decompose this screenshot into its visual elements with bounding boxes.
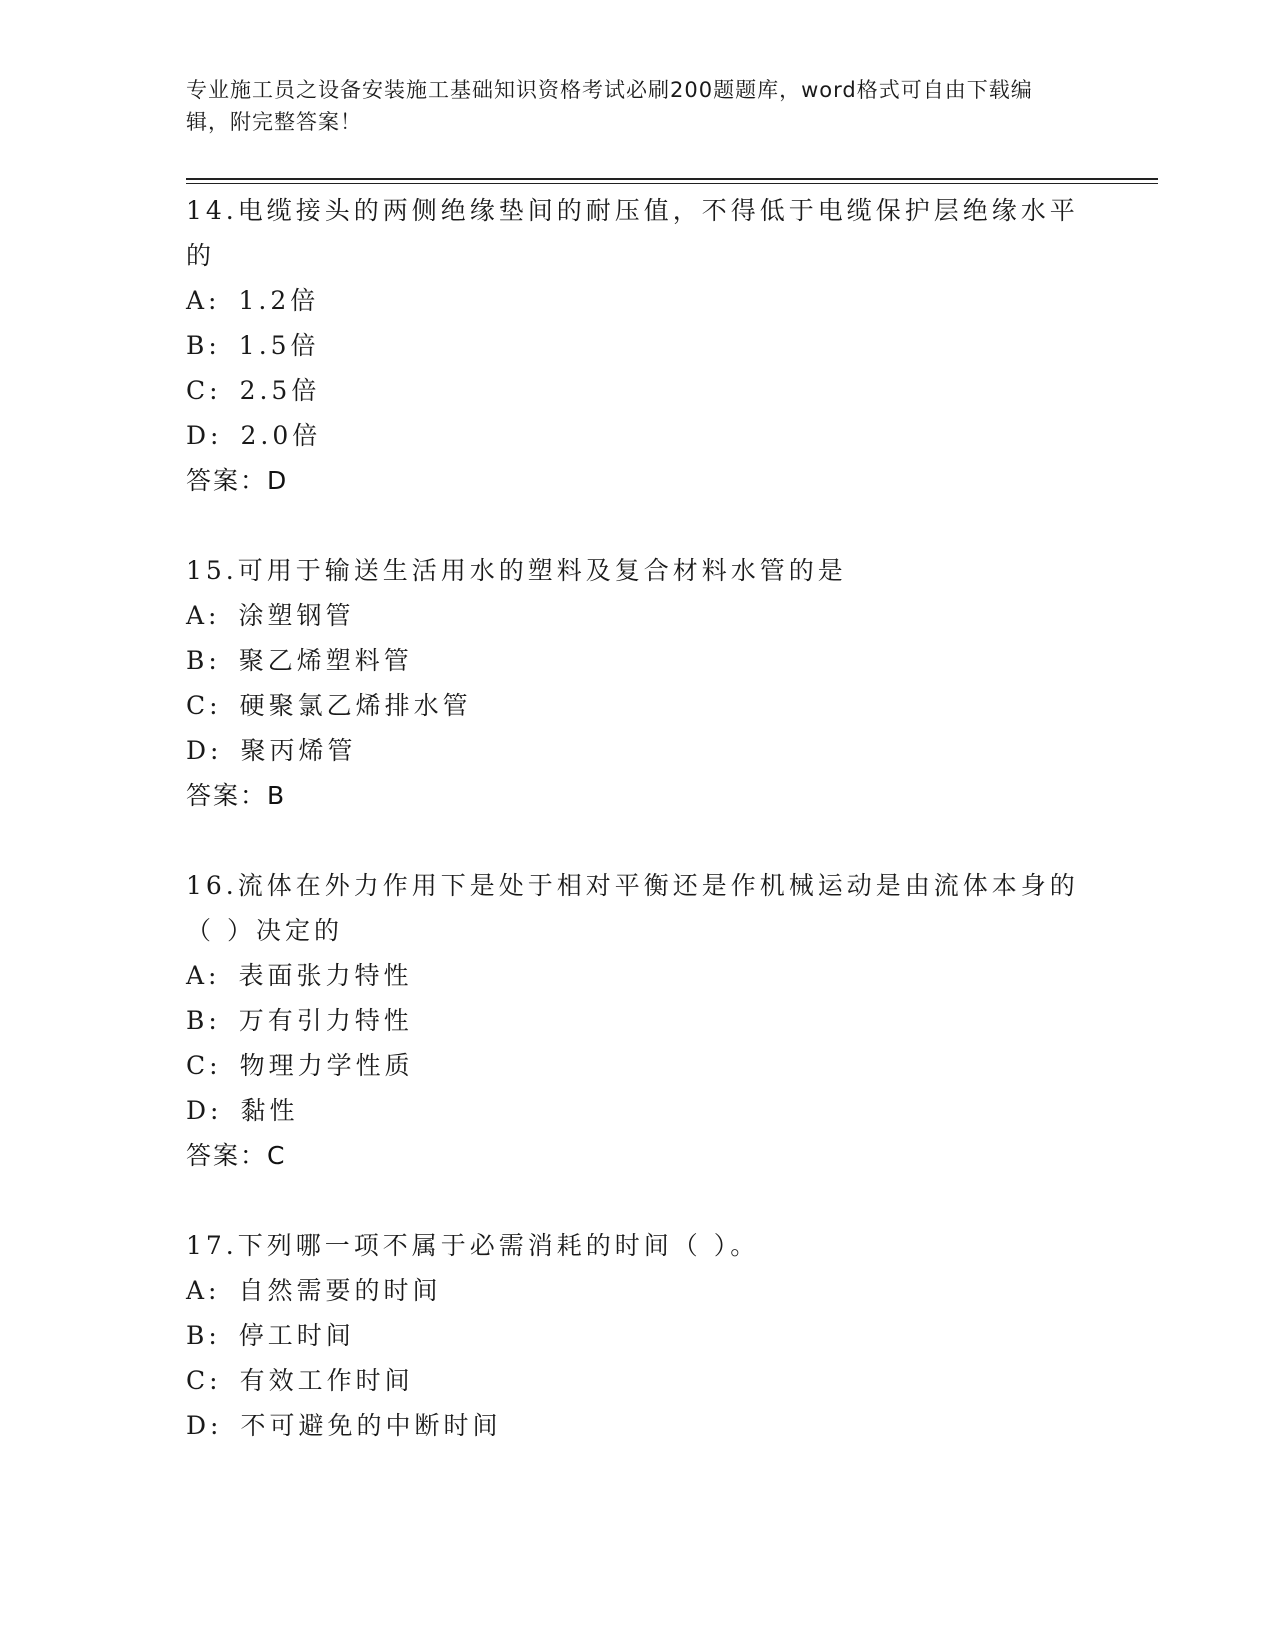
question-text: 16.流体在外力作用下是处于相对平衡还是作机械运动是由流体本身的（ ）决定的 (186, 871, 1079, 945)
option-key: A: (186, 961, 221, 990)
option-a (186, 953, 1086, 998)
question-list (186, 188, 1086, 1448)
option-text: 聚丙烯管 (240, 736, 357, 765)
question-16 (186, 863, 1086, 1178)
header-divider-thick (186, 178, 1158, 180)
question-spacer (186, 503, 1086, 548)
question-spacer (186, 1178, 1086, 1223)
option-c (186, 368, 1086, 413)
option-key: C: (186, 1366, 222, 1395)
question-14 (186, 188, 1086, 503)
option-key: A: (186, 286, 221, 315)
option-c (186, 1043, 1086, 1088)
option-text: 涂塑钢管 (238, 601, 355, 630)
option-key: D: (186, 1411, 223, 1440)
option-key: A: (186, 601, 221, 630)
option-c (186, 683, 1086, 728)
option-text: 物理力学性质 (239, 1051, 414, 1080)
document-header: 专业施工员之设备安装施工基础知识资格考试必刷200题题库，word格式可自由下载编辑，附完整答案！ (186, 78, 1033, 134)
option-text: 聚乙烯塑料管 (238, 646, 413, 675)
answer-line: 答案：B (186, 781, 287, 810)
question-17 (186, 1223, 1086, 1448)
option-key: A: (186, 1276, 221, 1305)
option-text: 自然需要的时间 (238, 1276, 442, 1305)
option-text: 黏性 (240, 1096, 299, 1125)
question-15 (186, 548, 1086, 818)
option-b (186, 998, 1086, 1043)
option-a (186, 593, 1086, 638)
option-key: C: (186, 376, 222, 405)
option-text: 有效工作时间 (239, 1366, 414, 1395)
answer-line: 答案：C (186, 1141, 287, 1170)
option-key: B: (186, 1321, 221, 1350)
option-key: B: (186, 331, 221, 360)
option-text: 1.2倍 (238, 286, 320, 315)
option-d (186, 413, 1086, 458)
option-b (186, 323, 1086, 368)
question-text: 17.下列哪一项不属于必需消耗的时间（ ）。 (186, 1231, 760, 1260)
option-b (186, 1313, 1086, 1358)
option-text: 1.5倍 (238, 331, 320, 360)
option-key: D: (186, 1096, 223, 1125)
option-d (186, 1088, 1086, 1133)
answer-line: 答案：D (186, 466, 289, 495)
question-text: 14.电缆接头的两侧绝缘垫间的耐压值，不得低于电缆保护层绝缘水平的 (186, 196, 1079, 270)
option-text: 万有引力特性 (238, 1006, 413, 1035)
option-key: B: (186, 646, 221, 675)
option-key: C: (186, 691, 222, 720)
option-key: D: (186, 736, 223, 765)
option-b (186, 638, 1086, 683)
option-a (186, 278, 1086, 323)
option-text: 硬聚氯乙烯排水管 (239, 691, 472, 720)
option-key: D: (186, 421, 223, 450)
option-key: B: (186, 1006, 221, 1035)
question-spacer (186, 818, 1086, 863)
question-text: 15.可用于输送生活用水的塑料及复合材料水管的是 (186, 556, 847, 585)
option-d (186, 1403, 1086, 1448)
option-c (186, 1358, 1086, 1403)
option-text: 停工时间 (238, 1321, 355, 1350)
header-divider-thin (186, 183, 1158, 184)
option-d (186, 728, 1086, 773)
option-text: 不可避免的中断时间 (240, 1411, 502, 1440)
option-text: 表面张力特性 (238, 961, 413, 990)
option-text: 2.5倍 (239, 376, 321, 405)
option-a (186, 1268, 1086, 1313)
option-key: C: (186, 1051, 222, 1080)
option-text: 2.0倍 (240, 421, 322, 450)
